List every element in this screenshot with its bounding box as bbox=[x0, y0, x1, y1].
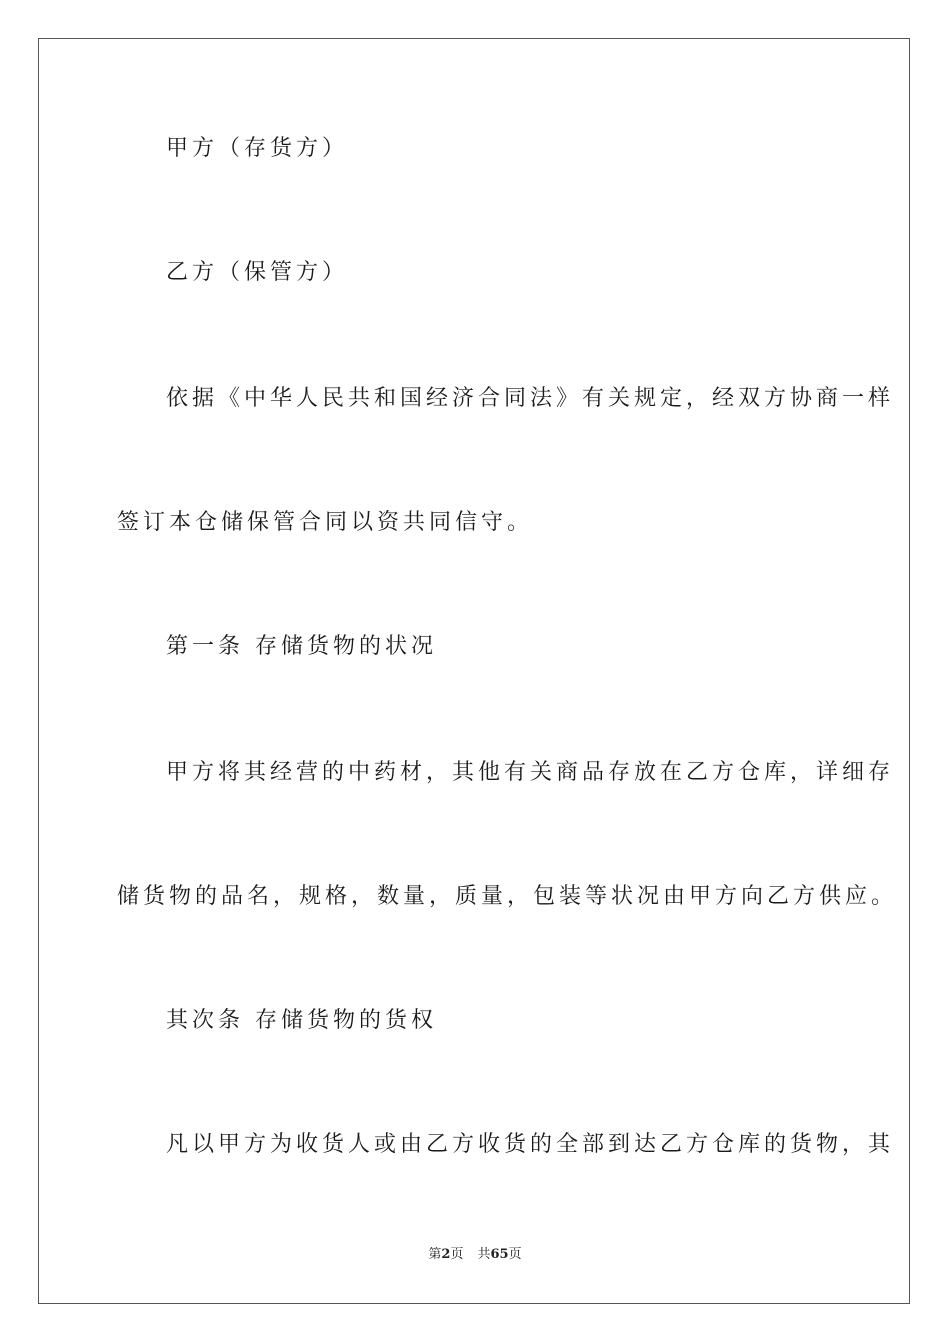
total-page-count: 65 bbox=[490, 1247, 509, 1262]
party-b-line: 乙方（保管方） bbox=[166, 260, 349, 285]
article-1-body-line-2: 储货物的品名，规格，数量，质量，包装等状况由甲方向乙方供应。 bbox=[117, 884, 898, 909]
page-prefix: 第 bbox=[428, 1247, 442, 1262]
article-2-body-line-1: 凡以甲方为收货人或由乙方收货的全部到达乙方仓库的货物，其 bbox=[166, 1132, 895, 1157]
article-2-heading: 其次条 存储货物的货权 bbox=[166, 1008, 437, 1033]
preamble-line-2: 签订本仓储保管合同以资共同信守。 bbox=[117, 510, 534, 535]
preamble-line-1: 依据《中华人民共和国经济合同法》有关规定，经双方协商一样 bbox=[166, 386, 895, 411]
article-1-body-line-1: 甲方将其经营的中药材，其他有关商品存放在乙方仓库，详细存 bbox=[166, 760, 895, 785]
total-suffix: 页 bbox=[508, 1247, 522, 1262]
page-suffix: 页 bbox=[450, 1247, 464, 1262]
party-a-line: 甲方（存货方） bbox=[166, 136, 349, 161]
article-1-heading: 第一条 存储货物的状况 bbox=[166, 634, 437, 659]
page-border bbox=[38, 38, 910, 1304]
total-prefix: 共 bbox=[477, 1247, 491, 1262]
page-number-footer bbox=[0, 1246, 950, 1264]
current-page-number: 2 bbox=[441, 1247, 451, 1262]
